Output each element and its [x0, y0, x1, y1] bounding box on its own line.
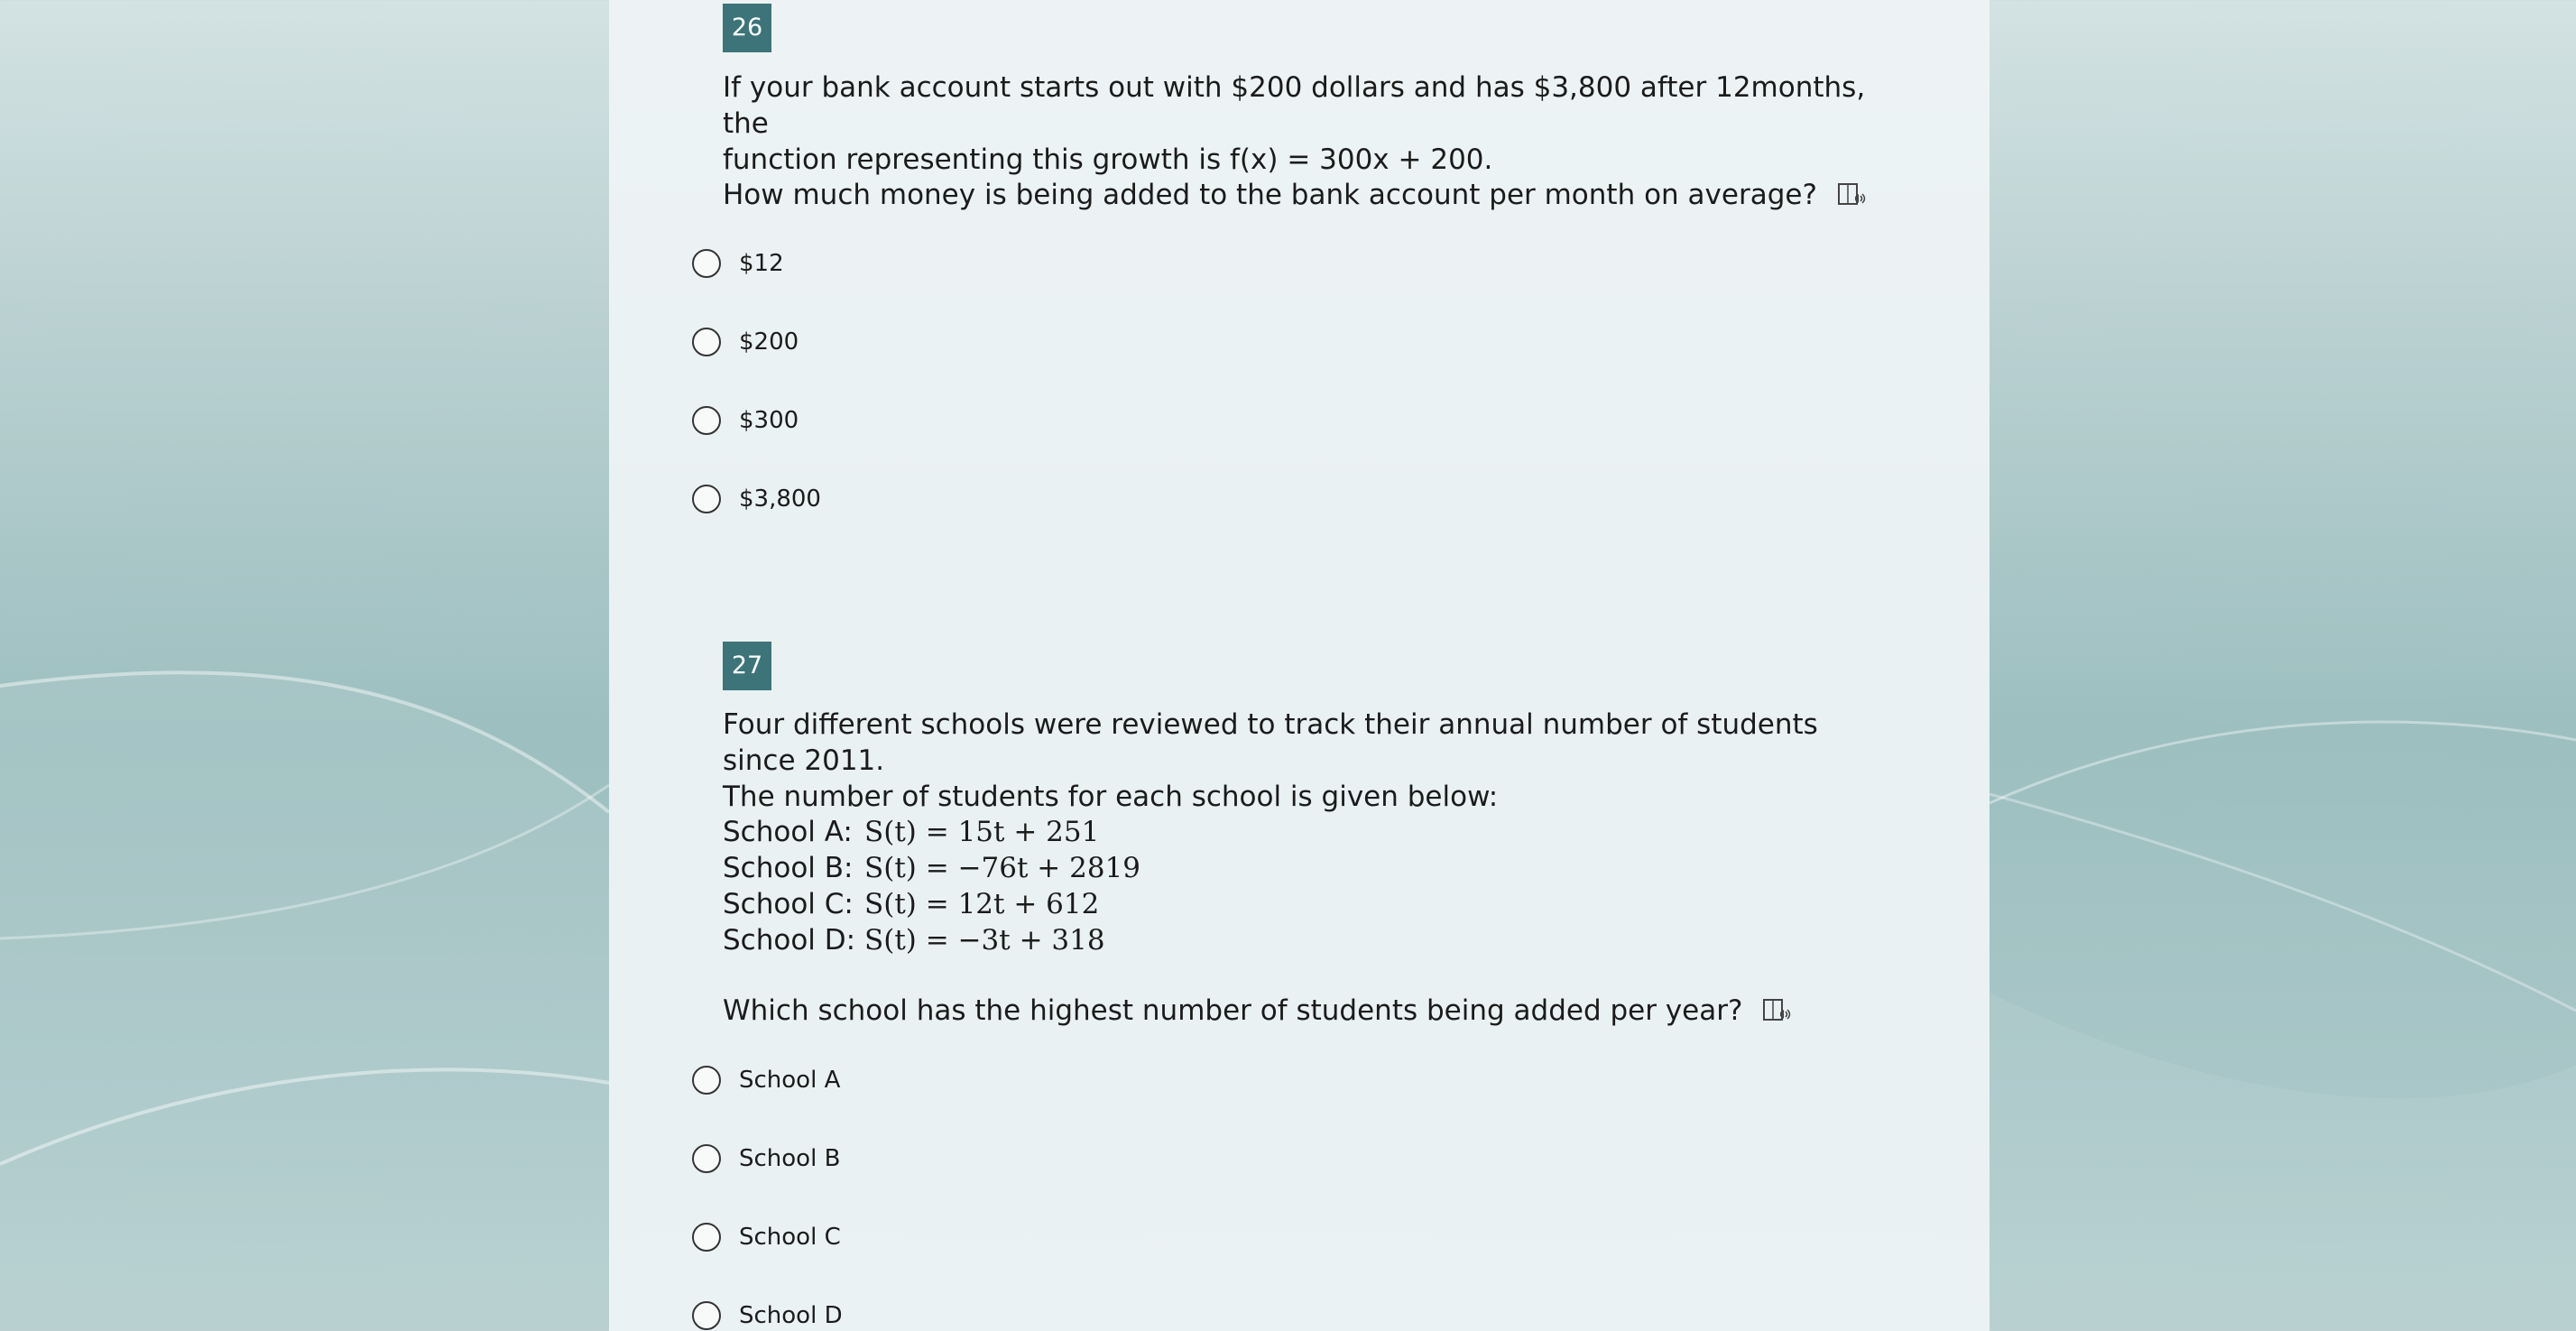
- question-panel: [609, 0, 1990, 1331]
- question-number-badge: 26: [723, 4, 771, 52]
- equation-formula: S(t) = −3t + 318: [864, 924, 1105, 957]
- question-text-line: Four different schools were reviewed to track their annual number of students since 2011.: [723, 708, 1818, 777]
- equation-label: School D:: [723, 924, 856, 957]
- question-text-line: function representing this growth is f(x) = 300x + 200.: [723, 143, 1493, 176]
- answer-option[interactable]: [692, 1301, 1414, 1331]
- equation-formula: S(t) = 12t + 612: [864, 888, 1100, 920]
- radio-button[interactable]: [692, 406, 721, 435]
- option-label: School B: [739, 1145, 841, 1172]
- radio-button[interactable]: [692, 1066, 721, 1095]
- equation-row: [723, 886, 1896, 922]
- radio-button[interactable]: [692, 1223, 721, 1252]
- question-prompt: [723, 177, 1866, 213]
- radio-button[interactable]: [692, 328, 721, 356]
- equation-row: [723, 850, 1896, 886]
- answer-option[interactable]: [692, 249, 1414, 328]
- answer-options: [692, 249, 1414, 563]
- radio-button[interactable]: [692, 1144, 721, 1173]
- question-prompt: [723, 993, 1791, 1029]
- equation-list: [723, 814, 1896, 958]
- option-label: School A: [739, 1067, 841, 1094]
- question-text: [723, 707, 1896, 815]
- answer-options: [692, 1066, 1414, 1331]
- radio-button[interactable]: [692, 249, 721, 278]
- option-label: School D: [739, 1302, 843, 1329]
- equation-label: School C:: [723, 888, 854, 920]
- answer-option[interactable]: [692, 485, 1414, 563]
- prompt-text: How much money is being added to the bank account per month on average?: [723, 179, 1817, 211]
- question-text: [723, 69, 1896, 178]
- prompt-text: Which school has the highest number of students being added per year?: [723, 994, 1743, 1027]
- answer-option[interactable]: [692, 406, 1414, 485]
- question-number-badge: 27: [723, 642, 771, 690]
- option-label: $200: [739, 328, 799, 356]
- radio-button[interactable]: [692, 485, 721, 513]
- option-label: $3,800: [739, 485, 821, 513]
- equation-label: School A:: [723, 816, 853, 848]
- answer-option[interactable]: [692, 1144, 1414, 1223]
- option-label: $12: [739, 250, 784, 277]
- equation-formula: S(t) = 15t + 251: [864, 816, 1100, 848]
- option-label: School C: [739, 1224, 841, 1251]
- equation-label: School B:: [723, 852, 854, 884]
- equation-row: [723, 922, 1896, 958]
- text-to-speech-icon[interactable]: [1837, 180, 1866, 209]
- answer-option[interactable]: [692, 1223, 1414, 1301]
- radio-button[interactable]: [692, 1301, 721, 1330]
- answer-option[interactable]: [692, 1066, 1414, 1144]
- equation-formula: S(t) = −76t + 2819: [864, 852, 1141, 884]
- equation-row: [723, 814, 1896, 850]
- question-text-line: The number of students for each school is given below:: [723, 781, 1499, 813]
- question-text-line: If your bank account starts out with $200 dollars and has $3,800 after 12months, the: [723, 71, 1866, 140]
- text-to-speech-icon[interactable]: [1762, 996, 1791, 1025]
- option-label: $300: [739, 407, 799, 434]
- answer-option[interactable]: [692, 328, 1414, 406]
